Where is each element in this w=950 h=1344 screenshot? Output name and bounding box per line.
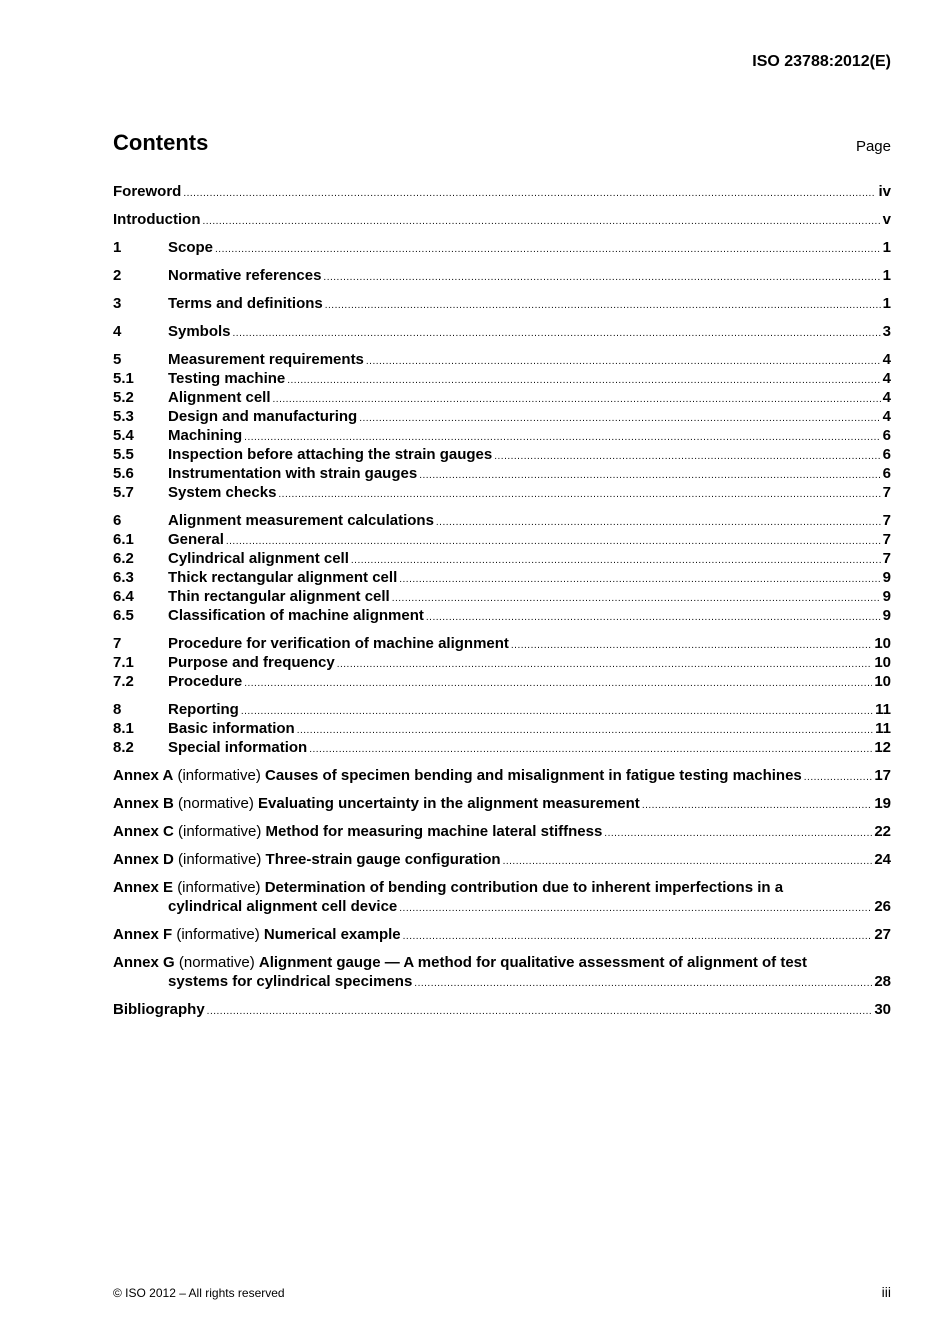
toc-entry-number: 6.4 — [113, 588, 134, 605]
toc-entry-number: 6.3 — [113, 569, 134, 586]
toc-entry-page: 10 — [874, 673, 891, 690]
leader-dots — [804, 768, 873, 787]
copyright-notice: © ISO 2012 – All rights reserved — [113, 1286, 285, 1300]
toc-entry[interactable] — [113, 606, 891, 625]
leader-dots — [233, 324, 881, 343]
toc-entry[interactable] — [113, 530, 891, 549]
toc-entry-page: 19 — [874, 795, 891, 812]
leader-dots — [436, 513, 881, 532]
annex-title: Alignment gauge — A method for qualitative assessment of alignment of test — [258, 954, 808, 971]
leader-dots — [494, 447, 880, 466]
toc-entry-number: 5.5 — [113, 446, 134, 463]
toc-entry-title: System checks — [168, 484, 277, 501]
toc-annex-g[interactable] — [113, 953, 891, 972]
toc-entry-title: General — [168, 531, 224, 548]
toc-entry-page: 7 — [882, 484, 891, 501]
toc-entry[interactable] — [113, 587, 891, 606]
leader-dots — [278, 485, 880, 504]
toc-entry-number: 5.3 — [113, 408, 134, 425]
toc-entry[interactable] — [113, 464, 891, 483]
annex-type: (informative) — [178, 851, 262, 868]
toc-entry-page: 6 — [882, 446, 891, 463]
leader-dots — [366, 352, 881, 371]
toc-entry-page: 26 — [874, 898, 891, 915]
toc-entry-number: 5.1 — [113, 370, 134, 387]
toc-entry-page: 28 — [874, 973, 891, 990]
annex-label: Annex B — [113, 795, 174, 812]
toc-entry-title: Procedure for verification of machine alignment — [168, 635, 509, 652]
annex-title: Method for measuring machine lateral stiffness — [265, 823, 603, 840]
toc-entry-page: 6 — [882, 427, 891, 444]
leader-dots — [202, 212, 880, 231]
toc-entry-number: 1 — [113, 239, 122, 256]
toc-entry-title: Instrumentation with strain gauges — [168, 465, 418, 482]
toc-entry-number: 6 — [113, 512, 122, 529]
toc-entry[interactable] — [113, 738, 891, 757]
toc-entry-title: Alignment measurement calculations — [168, 512, 434, 529]
leader-dots — [399, 570, 880, 589]
toc-entry-page: 9 — [882, 569, 891, 586]
leader-dots — [337, 655, 873, 674]
toc-entry-page: 9 — [882, 607, 891, 624]
toc-entry-page: 11 — [875, 720, 891, 737]
table-of-contents — [113, 182, 891, 1019]
toc-entry-title: Normative references — [168, 267, 322, 284]
leader-dots — [215, 240, 881, 259]
leader-dots — [392, 589, 881, 608]
toc-entry-bibliography[interactable] — [113, 1000, 891, 1019]
toc-entry-page: 1 — [882, 239, 891, 256]
toc-entry-title: Symbols — [168, 323, 231, 340]
toc-entry-page: 4 — [882, 351, 891, 368]
annex-label: Annex F — [113, 926, 173, 943]
toc-entry-title: Measurement requirements — [168, 351, 364, 368]
leader-dots — [419, 466, 880, 485]
toc-entry-number: 3 — [113, 295, 122, 312]
toc-entry-page: 1 — [882, 267, 891, 284]
toc-annex-f[interactable] — [113, 925, 891, 944]
toc-entry-page: 3 — [882, 323, 891, 340]
leader-dots — [604, 824, 872, 843]
toc-entry-title: Foreword — [113, 183, 182, 200]
leader-dots — [287, 371, 880, 390]
annex-title-continuation: cylindrical alignment cell device — [168, 898, 398, 915]
toc-annex-b[interactable] — [113, 794, 891, 813]
toc-entry-title: Special information — [168, 739, 308, 756]
toc-entry-number: 6.2 — [113, 550, 134, 567]
toc-entry-title: Procedure — [168, 673, 243, 690]
toc-entry-title: Inspection before attaching the strain gauges — [168, 446, 493, 463]
toc-entry[interactable] — [113, 350, 891, 369]
annex-type: (informative) — [177, 879, 261, 896]
toc-entry-page: 9 — [882, 588, 891, 605]
toc-entry-title: Terms and definitions — [168, 295, 323, 312]
leader-dots — [207, 1002, 873, 1021]
toc-entry[interactable] — [113, 322, 891, 341]
toc-entry-title: Alignment cell — [168, 389, 271, 406]
toc-entry-number: 6.1 — [113, 531, 134, 548]
leader-dots — [642, 796, 873, 815]
toc-entry-number: 8.2 — [113, 739, 134, 756]
toc-entry[interactable] — [113, 266, 891, 285]
toc-entry-title: Basic information — [168, 720, 295, 737]
leader-dots — [323, 268, 880, 287]
annex-type: (normative) — [178, 795, 254, 812]
leader-dots — [241, 702, 873, 721]
toc-entry-number: 4 — [113, 323, 122, 340]
annex-type: (informative) — [176, 926, 260, 943]
toc-entry-page: 10 — [874, 654, 891, 671]
toc-entry-number: 5.7 — [113, 484, 134, 501]
leader-dots — [503, 852, 873, 871]
toc-entry-page: 24 — [874, 851, 891, 868]
toc-entry-page: 12 — [874, 739, 891, 756]
toc-annex-g-continuation[interactable] — [113, 972, 891, 991]
toc-entry-page: 4 — [882, 408, 891, 425]
toc-entry[interactable] — [113, 294, 891, 313]
annex-title: Three-strain gauge configuration — [265, 851, 501, 868]
toc-annex-e-continuation[interactable] — [113, 897, 891, 916]
toc-annex-e[interactable] — [113, 878, 891, 897]
toc-entry-number: 5.2 — [113, 389, 134, 406]
toc-entry-title: Thick rectangular alignment cell — [168, 569, 398, 586]
toc-entry-title: Bibliography — [113, 1001, 205, 1018]
leader-dots — [309, 740, 872, 759]
leader-dots — [414, 974, 872, 993]
leader-dots — [244, 674, 872, 693]
annex-title: Determination of bending contribution due to inherent imperfections in a — [264, 879, 784, 896]
toc-entry-page: 4 — [882, 370, 891, 387]
toc-entry-number: 6.5 — [113, 607, 134, 624]
annex-label: Annex C — [113, 823, 174, 840]
toc-entry-page: 4 — [882, 389, 891, 406]
annex-title: Evaluating uncertainty in the alignment measurement — [258, 795, 640, 812]
toc-entry-title: Thin rectangular alignment cell — [168, 588, 390, 605]
annex-label: Annex A — [113, 767, 174, 784]
toc-entry-introduction[interactable] — [113, 210, 891, 229]
leader-dots — [273, 390, 881, 409]
toc-annex-a[interactable] — [113, 766, 891, 785]
toc-entry-page: 17 — [874, 767, 891, 784]
toc-entry-title: Design and manufacturing — [168, 408, 358, 425]
toc-annex-c[interactable] — [113, 822, 891, 841]
toc-entry-page: 27 — [874, 926, 891, 943]
toc-entry[interactable] — [113, 445, 891, 464]
toc-entry-page: 6 — [882, 465, 891, 482]
leader-dots — [183, 184, 876, 203]
toc-entry[interactable] — [113, 549, 891, 568]
toc-entry-number: 7.2 — [113, 673, 134, 690]
toc-entry-title: Testing machine — [168, 370, 286, 387]
toc-entry[interactable] — [113, 407, 891, 426]
toc-entry-page: 22 — [874, 823, 891, 840]
toc-entry-number: 8 — [113, 701, 122, 718]
toc-entry-page: v — [882, 211, 891, 228]
document-id: ISO 23788:2012(E) — [752, 53, 891, 70]
annex-label: Annex E — [113, 879, 174, 896]
toc-entry-foreword[interactable] — [113, 182, 891, 201]
leader-dots — [351, 551, 881, 570]
toc-entry-number: 5 — [113, 351, 122, 368]
toc-entry-number: 8.1 — [113, 720, 134, 737]
toc-entry[interactable] — [113, 369, 891, 388]
toc-entry[interactable] — [113, 238, 891, 257]
toc-entry-title: Purpose and frequency — [168, 654, 335, 671]
toc-entry[interactable] — [113, 653, 891, 672]
toc-entry-title: Reporting — [168, 701, 239, 718]
annex-title: Causes of specimen bending and misalignment in fatigue testing machines — [265, 767, 802, 784]
toc-entry-title: Classification of machine alignment — [168, 607, 424, 624]
toc-entry[interactable] — [113, 568, 891, 587]
annex-label: Annex D — [113, 851, 174, 868]
toc-entry-title: Machining — [168, 427, 243, 444]
contents-title: Contents — [113, 130, 209, 155]
toc-entry-page: 7 — [882, 512, 891, 529]
toc-entry-number: 7 — [113, 635, 122, 652]
annex-title-continuation: systems for cylindrical specimens — [168, 973, 413, 990]
toc-entry[interactable] — [113, 388, 891, 407]
toc-entry-title: Cylindrical alignment cell — [168, 550, 349, 567]
page-number: iii — [881, 1284, 891, 1300]
annex-title: Numerical example — [263, 926, 401, 943]
page-column-label: Page — [855, 138, 891, 155]
toc-entry[interactable] — [113, 700, 891, 719]
leader-dots — [426, 608, 881, 627]
toc-entry[interactable] — [113, 511, 891, 530]
leader-dots — [359, 409, 880, 428]
annex-type: (normative) — [178, 954, 255, 971]
toc-entry[interactable] — [113, 672, 891, 691]
leader-dots — [325, 296, 881, 315]
toc-entry[interactable] — [113, 634, 891, 653]
toc-entry-page: 7 — [882, 531, 891, 548]
toc-entry-number: 5.6 — [113, 465, 134, 482]
toc-entry-title: Scope — [168, 239, 214, 256]
leader-dots — [297, 721, 873, 740]
toc-entry-title: Introduction — [113, 211, 201, 228]
toc-entry-number: 5.4 — [113, 427, 134, 444]
leader-dots — [511, 636, 872, 655]
leader-dots — [403, 927, 873, 946]
leader-dots — [399, 899, 872, 918]
toc-entry-page: 7 — [882, 550, 891, 567]
toc-entry-page: 11 — [875, 701, 891, 718]
toc-entry[interactable] — [113, 426, 891, 445]
toc-annex-d[interactable] — [113, 850, 891, 869]
toc-entry-page: 10 — [874, 635, 891, 652]
toc-entry[interactable] — [113, 483, 891, 502]
toc-entry-page: 30 — [874, 1001, 891, 1018]
annex-type: (informative) — [178, 823, 262, 840]
annex-label: Annex G — [113, 954, 175, 971]
toc-entry-page: iv — [878, 183, 891, 200]
toc-entry[interactable] — [113, 719, 891, 738]
toc-entry-number: 2 — [113, 267, 122, 284]
toc-entry-page: 1 — [882, 295, 891, 312]
annex-type: (informative) — [177, 767, 261, 784]
toc-entry-number: 7.1 — [113, 654, 134, 671]
